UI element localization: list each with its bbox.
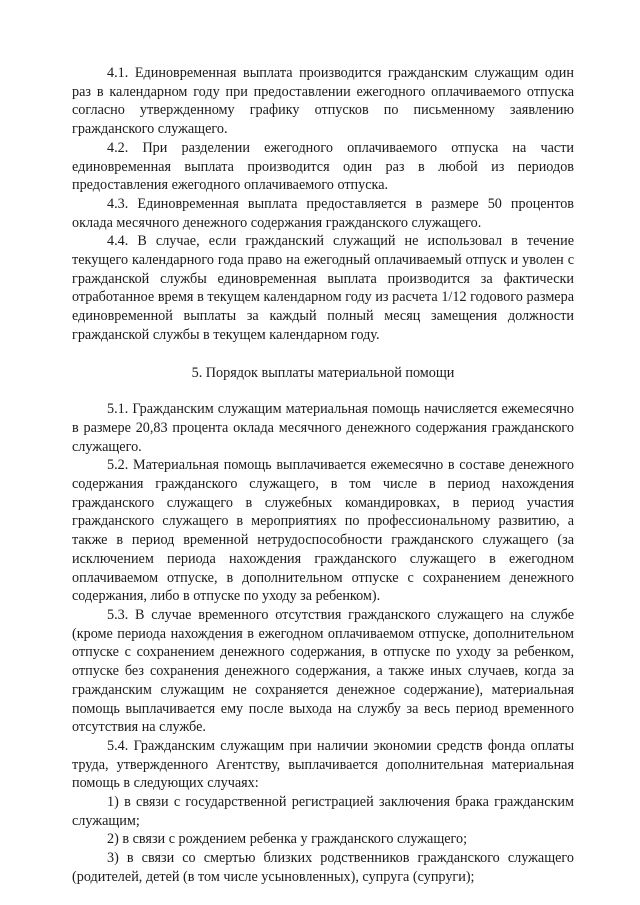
paragraph-4-2: 4.2. При разделении ежегодного оплачиваемого отпуска на части единовременная выплата производится один раз в любой из периодов предоставления ежегодного оплачиваемого отпуска. [72, 139, 574, 194]
list-item-1: 1) в связи с государственной регистрацией заключения брака гражданским служащим; [72, 794, 574, 829]
paragraph-5-1: 5.1. Гражданским служащим материальная помощь начисляется ежемесячно в размере 20,83 процента оклада месячного денежного содержания гражданского служащего. [72, 401, 574, 455]
paragraph-4-4: 4.4. В случае, если гражданский служащий не использовал в течение текущего календарного года право на ежегодный оплачиваемый отпуск и уволен с гражданской службы единовременная выплата производится за фактически отработанное время в текущем календарном году из расчета 1/12 годового размера единовременной выплаты за каждый полный месяц замещения должности гражданской службы в текущем календарном году. [72, 233, 574, 343]
paragraph-5-3: 5.3. В случае временного отсутствия гражданского служащего на службе (кроме периода нахождения в ежегодном оплачиваемом отпуске, дополнительном отпуске с сохранением денежного содержания, в отпуске по уходу за ребенком, отпуске без сохранения денежного содержания, а также иных случаев, когда за гражданским служащим не сохраняется денежное содержание), материальная помощь выплачивается ему после выхода на службу за весь период временного отсутствия на службе. [72, 606, 574, 736]
paragraph-5-2: 5.2. Материальная помощь выплачивается ежемесячно в составе денежного содержания гражданского служащего, в том числе в период нахождения гражданского служащего в служебных командировках, в период участия гражданского служащего в мероприятиях по профессиональному развитию, а также в период временной нетрудоспособности гражданского служащего (за исключением периода нахождения гражданского служащего в ежегодном оплачиваемом отпуске, в дополнительном отпуске с сохранением денежного содержания, либо в отпуске по уходу за ребенком). [72, 457, 574, 605]
paragraph-4-3: 4.3. Единовременная выплата предоставляется в размере 50 процентов оклада месячного денежного содержания гражданского служащего. [72, 195, 574, 231]
paragraph-5-4: 5.4. Гражданским служащим при наличии экономии средств фонда оплаты труда, утвержденного Агентству, выплачивается дополнительная материальная помощь в следующих случаях: [72, 737, 574, 792]
list-item-2: 2) в связи с рождением ребенка у гражданского служащего; [107, 831, 468, 848]
section-5-heading: 5. Порядок выплаты материальной помощи [191, 364, 455, 381]
list-item-3: 3) в связи со смертью близких родственников гражданского служащего (родителей, детей (в том числе усыновленных), супруга (супруги); [72, 850, 574, 885]
document-page [72, 64, 574, 887]
paragraph-4-1: 4.1. Единовременная выплата производится гражданским служащим один раз в календарном году при предоставлении ежегодного оплачиваемого отпуска согласно утвержденному графику отпусков по письменному заявлению гражданского служащего. [72, 65, 574, 138]
